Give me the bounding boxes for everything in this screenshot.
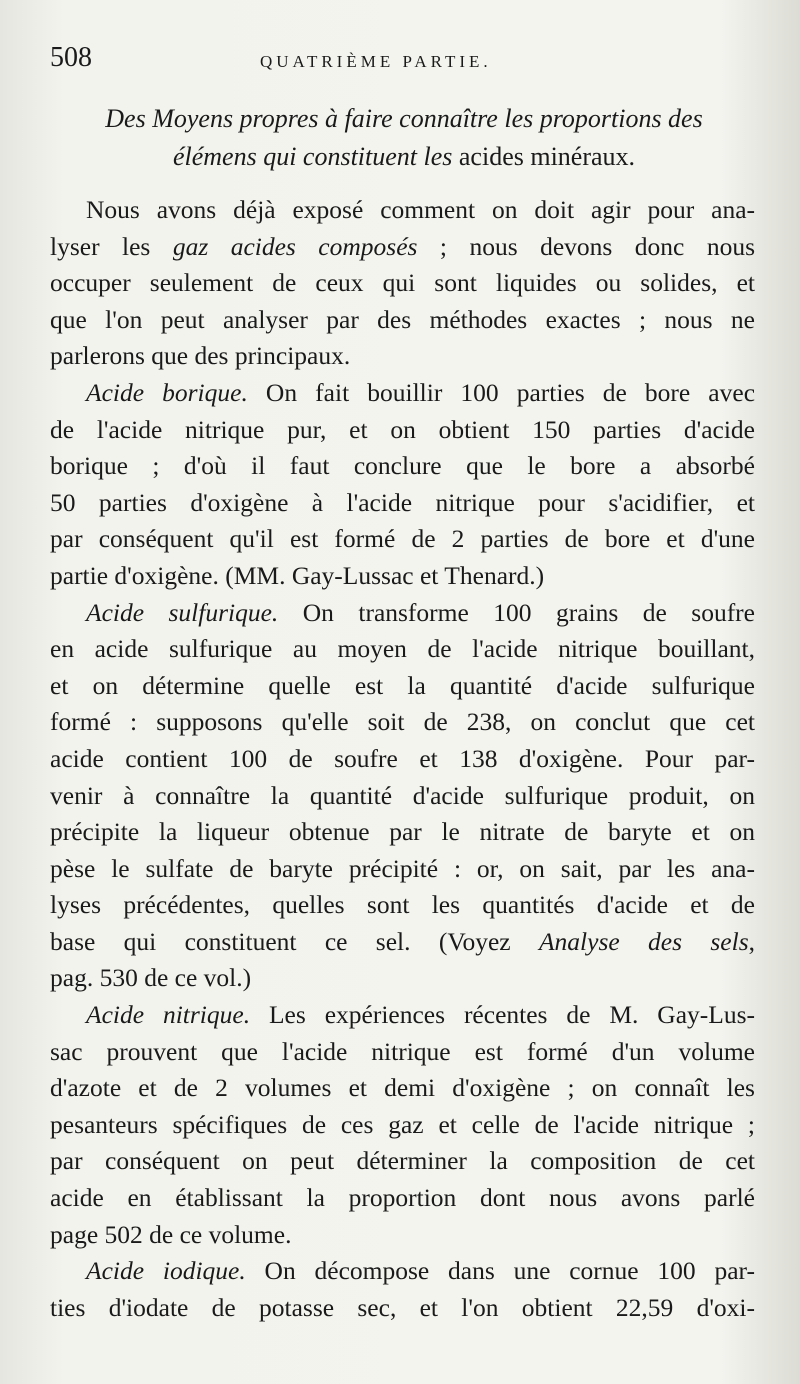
text-run: occuper seulement de ceux qui sont liquides ou solides, et — [50, 268, 755, 298]
text-line — [50, 1070, 755, 1107]
section-heading — [48, 100, 760, 176]
text-run: , — [748, 926, 755, 956]
text-line — [50, 521, 755, 558]
text-run: On fait bouillir 100 parties de bore avec — [247, 377, 756, 407]
text-run: acide contient 100 de soufre et 138 d'oxigène. Pour par- — [50, 743, 755, 773]
text-line — [50, 814, 755, 851]
text-run: 50 parties d'oxigène à l'acide nitrique pour s'acidifier, et — [50, 487, 755, 517]
text-run: page 502 de ce volume. — [50, 1219, 292, 1249]
paragraph — [50, 1253, 755, 1326]
italic-run: Acide iodique. — [86, 1256, 246, 1286]
paragraph — [50, 375, 755, 595]
text-line — [50, 1217, 755, 1254]
text-line — [50, 924, 755, 961]
text-run: d'azote et de 2 volumes et demi d'oxigène ; on connaît les — [50, 1073, 755, 1103]
text-run: lyser les — [50, 231, 173, 261]
text-run: précipite la liqueur obtenue par le nitrate de baryte et on — [50, 817, 755, 847]
italic-run: Acide borique. — [86, 377, 248, 407]
heading-line-2 — [48, 138, 760, 176]
text-run: acide en établissant la proportion dont nous avons parlé — [50, 1183, 755, 1213]
text-line — [50, 1143, 755, 1180]
text-run: partie d'oxigène. (MM. Gay-Lussac et Thenard.) — [50, 560, 545, 590]
text-line — [50, 192, 755, 229]
text-run: que l'on peut analyser par des méthodes exactes ; nous ne — [50, 304, 755, 334]
text-run: lyses précédentes, quelles sont les quantités d'acide et de — [50, 890, 755, 920]
heading-line-2-roman: acides minéraux. — [458, 142, 636, 171]
text-line — [50, 448, 755, 485]
text-line — [50, 1107, 755, 1144]
text-line — [50, 595, 755, 632]
text-line — [50, 851, 755, 888]
text-run: ties d'iodate de potasse sec, et l'on obtient 22,59 d'oxi- — [50, 1292, 755, 1322]
text-run: Nous avons déjà exposé comment on doit agir pour ana- — [86, 195, 755, 224]
text-run: sac prouvent que l'acide nitrique est formé d'un volume — [50, 1036, 755, 1066]
italic-run: Acide nitrique. — [86, 1000, 251, 1030]
text-run: par conséquent on peut déterminer la composition de cet — [50, 1146, 755, 1176]
text-line — [50, 558, 755, 595]
paragraph — [50, 595, 755, 998]
text-run: pag. 530 de ce vol.) — [50, 963, 252, 993]
text-line — [50, 265, 755, 302]
text-run: venir à connaître la quantité d'acide sulfurique produit, on — [50, 780, 755, 810]
text-run: On transforme 100 grains de soufre — [278, 597, 755, 627]
page-header — [50, 42, 750, 82]
italic-run: Acide sulfurique. — [86, 597, 279, 627]
text-run: formé : supposons qu'elle soit de 238, on conclut que cet — [50, 707, 755, 737]
heading-line-2-italic: élémens qui constituent les — [172, 142, 459, 171]
italic-run: gaz acides composés — [172, 231, 418, 261]
text-run: ; nous devons donc nous — [417, 231, 755, 261]
text-run: base qui constituent ce sel. (Voyez — [50, 926, 539, 956]
text-line — [50, 778, 755, 815]
text-run: en acide sulfurique au moyen de l'acide nitrique bouillant, — [50, 634, 755, 664]
text-run: de l'acide nitrique pur, et on obtient 150 parties d'acide — [50, 414, 755, 444]
text-line — [50, 485, 755, 522]
text-line — [50, 375, 755, 412]
text-line — [50, 229, 755, 266]
heading-line-1: Des Moyens propres à faire connaître les proportions des — [105, 104, 703, 133]
paragraph — [50, 192, 755, 375]
running-head: QUATRIÈME PARTIE. — [260, 52, 492, 71]
text-line — [50, 704, 755, 741]
text-run: parlerons que des principaux. — [50, 341, 351, 371]
text-line — [50, 741, 755, 778]
text-run: pèse le sulfate de baryte précipité : or, on sait, par les ana- — [50, 853, 755, 883]
paragraph — [50, 997, 755, 1253]
text-line — [50, 668, 755, 705]
text-run: borique ; d'où il faut conclure que le bore a absorbé — [50, 451, 755, 481]
text-line — [50, 1253, 755, 1290]
text-line — [50, 412, 755, 449]
text-run: On décompose dans une cornue 100 par- — [245, 1256, 755, 1286]
text-line — [50, 887, 755, 924]
italic-run: Analyse des sels — [538, 926, 749, 956]
text-line — [50, 338, 755, 375]
text-line — [50, 997, 755, 1034]
text-line — [50, 631, 755, 668]
text-run: pesanteurs spécifiques de ces gaz et celle de l'acide nitrique ; — [50, 1109, 755, 1139]
text-run: par conséquent qu'il est formé de 2 parties de bore et d'une — [50, 524, 755, 554]
text-run: Les expériences récentes de M. Gay-Lus- — [250, 1000, 756, 1030]
text-line — [50, 1034, 755, 1071]
text-line — [50, 1180, 755, 1217]
text-line — [50, 302, 755, 339]
text-line — [50, 1290, 755, 1327]
body-text — [50, 192, 755, 1326]
page-number: 508 — [50, 42, 92, 73]
text-line — [50, 960, 755, 997]
text-run: et on détermine quelle est la quantité d'acide sulfurique — [50, 670, 755, 700]
